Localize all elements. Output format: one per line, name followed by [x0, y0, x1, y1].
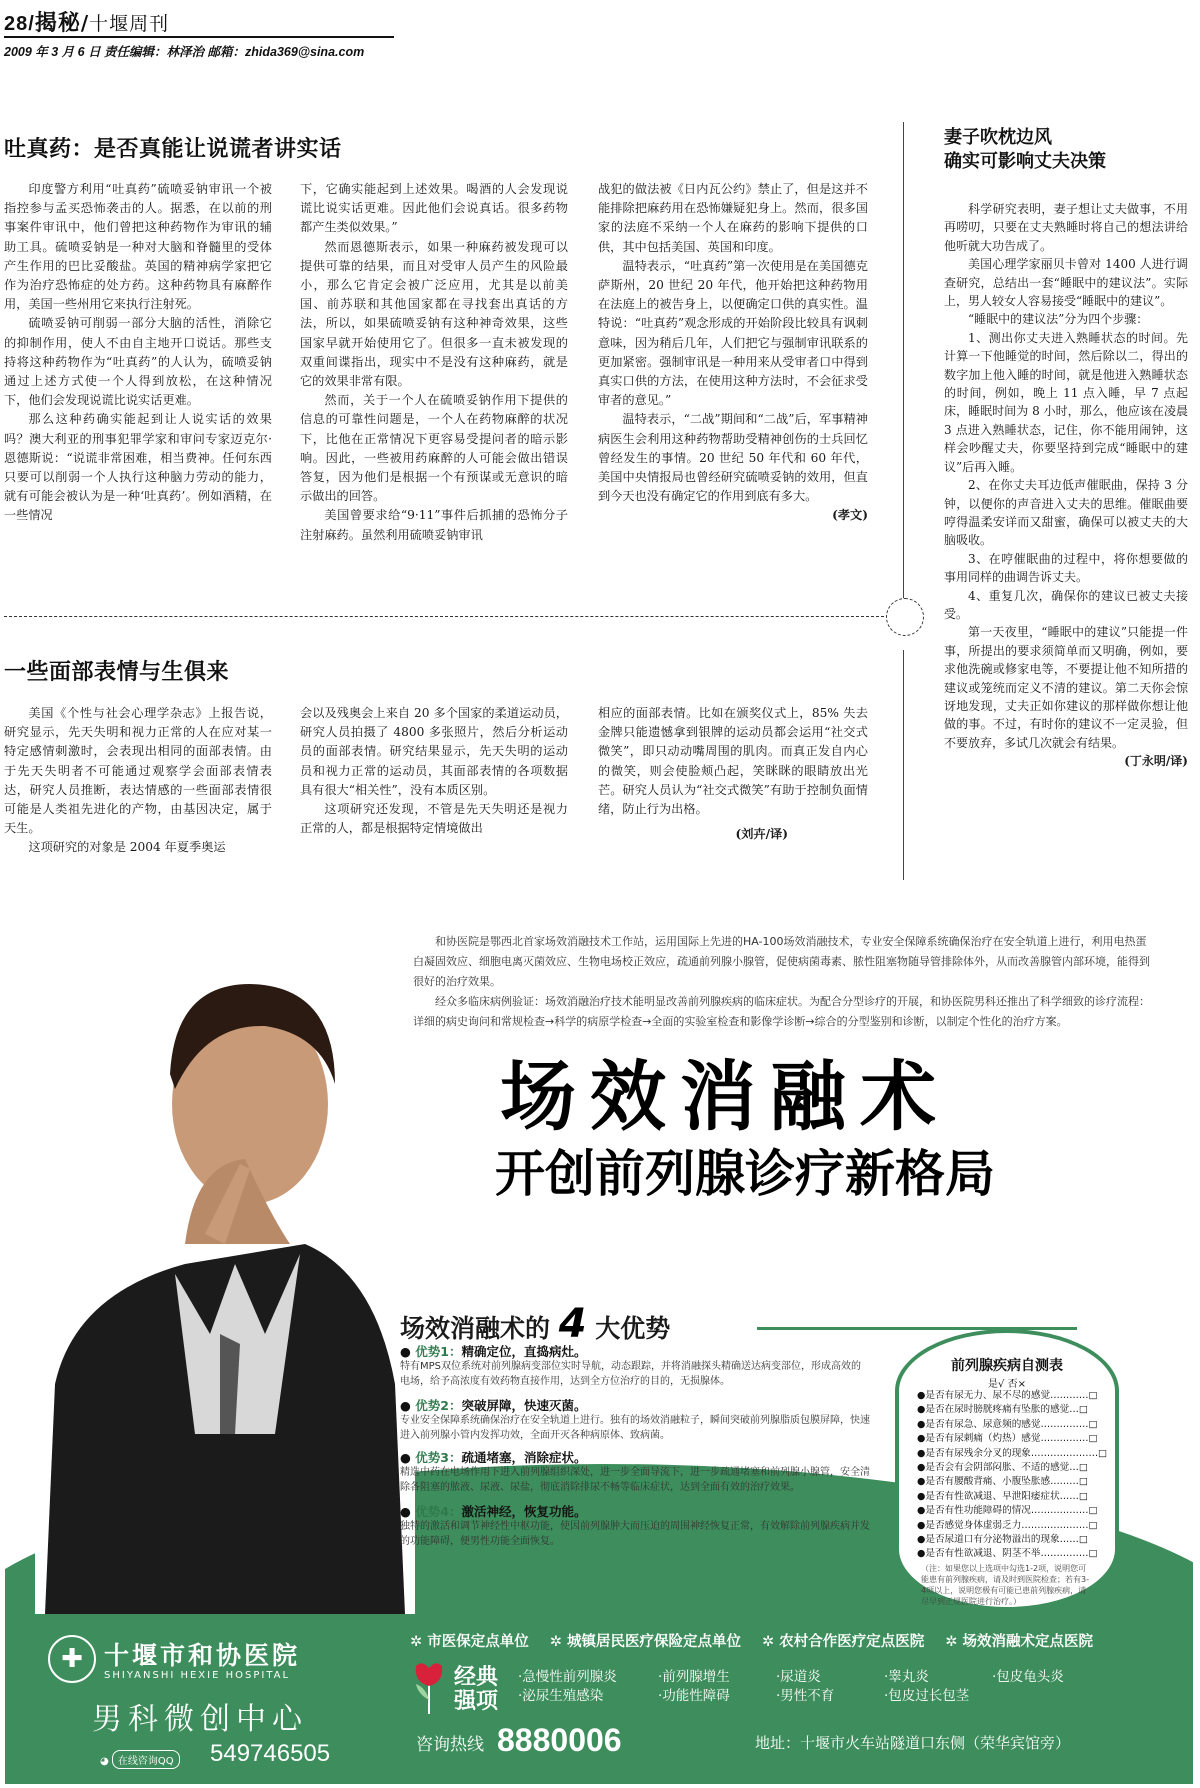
disease-item: ·尿道炎	[776, 1669, 821, 1685]
article1-title: 吐真药：是否真能让说谎者讲实话	[4, 136, 342, 162]
masthead-separator: /	[80, 11, 90, 35]
model-photo	[35, 914, 415, 1614]
hospital-name: 十堰市和协医院	[104, 1641, 301, 1670]
column-divider	[903, 650, 904, 880]
hospital-english-name: SHIYANSHI HEXIE HOSPITAL	[104, 1670, 291, 1681]
self-test-note: （注：如果您以上选项中勾选1-2项，说明您可能患有前列腺疾病，请及时到医院检查；若有3-4项以上，说明您极有可能已患前列腺疾病，请尽早到正规医院进行治疗。）	[921, 1564, 1089, 1606]
masthead	[4, 6, 169, 37]
advantage-body: 专业安全保障系统确保治疗在安全轨道上进行。独有的场效消融粒子，瞬间突破前列腺脂质包膜屏障，快速进入前列腺小管内发挥功效，全面开灭各种病原体、致病菌。	[400, 1415, 870, 1441]
column-name: 揭秘	[34, 11, 81, 36]
paragraph: 相应的面部表情。比如在颁奖仪式上，85% 失去金牌只能遗憾拿到银牌的运动员都会运用“社交式微笑”，即只动动嘴周围的肌肉。而真正发自内心的微笑，则会使脸颊凸起，笑眯眯的眼睛放出光芒。研究人员认为“社交式微笑”有助于控制负面情绪，防止行为出格。	[598, 706, 868, 817]
disease-item: ·泌尿生殖感染	[518, 1688, 604, 1704]
paragraph: 会以及残奥会上来自 20 多个国家的柔道运动员，研究人员拍摄了 4800 多张照片，然后分析运动员的面部表情。研究结果显示，先天失明的运动员和视力正常的运动员，其面部表情的各项数据具有很大“相关性”，没有本质区别。	[300, 706, 568, 797]
self-test-item: ●是否有性功能障碍的情况………………□	[917, 1505, 1098, 1517]
disease-item: ·包皮龟头炎	[992, 1669, 1064, 1685]
article3-title-line1: 妻子吹枕边风	[944, 127, 1052, 148]
disease-item: ·睾丸炎	[884, 1669, 929, 1685]
column-divider	[903, 122, 904, 607]
paragraph: 美国《个性与社会心理学杂志》上报告说，研究显示，先天失明和视力正常的人在应对某一特定感情刺激时，会表现出相同的面部表情。由于先天失明者不可能通过观察学会面部表情表达，研究人员推断，表达情感的一些面部表情很可能是人类祖先进化的产物，由基因决定，属于天生。	[4, 706, 272, 836]
advantage-item: ● 优势2：突破屏障，快速灭菌。 专业安全保障系统确保治疗在安全轨道上进行。独有的场效消融粒子，瞬间突破前列腺脂质包膜屏障，快速进入前列腺小管内发挥功效，全面开灭各种病原体、致病菌。	[400, 1398, 870, 1441]
disease-item: ·前列腺增生	[658, 1669, 730, 1685]
article1-col2	[300, 180, 568, 545]
self-test-item: ●是否有尿无力、尿不尽的感觉…………□	[917, 1390, 1098, 1401]
qq-contact	[100, 1750, 180, 1769]
advantages-heading-number: 4	[558, 1301, 587, 1347]
article1-col1	[4, 180, 272, 526]
paragraph: “睡眠中的建议法”分为四个步骤：	[968, 312, 1149, 327]
self-test-item: ●是否会有会阴部闷胀、不适的感觉…□	[917, 1462, 1088, 1474]
qq-label: 在线咨询QQ	[112, 1750, 180, 1769]
qq-penguin-icon: ◕	[100, 1756, 109, 1767]
advantage-item: ● 优势3：疏通堵塞，消除症状。 精选中药在电场作用下进入前列腺组织深处，进一步全面导流下，进一步疏通堵塞和前列腺小腺管，安全清除各阻塞的脓液、尿液、尿盐，彻底消除排尿不畅等临床症状，达到全面有效的治疗效果。	[400, 1450, 870, 1493]
hotline-label: 咨询热线	[416, 1735, 484, 1755]
advantages-heading-pre: 场效消融术的	[400, 1314, 551, 1343]
ad-headline: 场效消融术	[500, 1052, 950, 1141]
self-test-item: ●是否尿道口有分泌物溢出的现象……□	[917, 1534, 1088, 1546]
paragraph: 4、重复几次，确保你的建议已被丈夫接受。	[944, 588, 1188, 621]
article3-signature: (丁永明/译)	[1124, 754, 1188, 769]
article3-body	[944, 200, 1188, 771]
advantage-item: ● 优势4：激活神经，恢复功能。 独特的激活和调节神经性中枢功能，使因前列腺肿大而压迫的周围神经恢复正常，有效解除前列腺疾病并发的功能障碍，便男性功能全面恢复。	[400, 1504, 870, 1547]
advantage-index: 优势4：	[415, 1504, 462, 1519]
paragraph: 2、在你丈夫耳边低声催眠曲，保持 3 分钟，以便你的声音进入丈夫的思维。催眠曲要哼得温柔安详而又甜蜜，确保可以被丈夫的大脑吸收。	[944, 478, 1188, 548]
certification-item: 场效消融术定点医院	[962, 1634, 1093, 1650]
ad-subheadline: 开创前列腺诊疗新格局	[495, 1145, 995, 1203]
paragraph: 美国曾要求给“9·11”事件后抓捕的恐怖分子注射麻药。虽然利用硫喷妥钠审讯	[300, 508, 568, 542]
feature-label	[454, 1666, 498, 1714]
self-test-item: ●是否有性欲减退、阴茎不举……………□	[917, 1548, 1098, 1560]
advantage-title: 疏通堵塞，消除症状。	[461, 1450, 587, 1465]
disease-item: ·包皮过长包茎	[884, 1688, 970, 1704]
ad-intro-paragraph: 和协医院是鄂西北首家场效消融技术工作站，运用国际上先进的HA-100场效消融技术，专业安全保障系统确保治疗在安全轨道上进行，利用电热蛋白凝固效应、细胞电离灭菌效应、生物电场校正效应，疏通前列腺小腺管，促使病菌毒素、脓性阻塞物随导管排除体外，从而改善腺管内部环境，能得到很好的治疗效果。	[413, 935, 1150, 988]
self-test-panel	[895, 1329, 1119, 1611]
hotline-number: 8880006	[497, 1722, 622, 1758]
self-test-item: ●是否有性欲减退、早泄阳痿症状……□	[917, 1490, 1088, 1502]
paragraph: 硫喷妥钠可削弱一部分大脑的活性，消除它的抑制作用，使人不由自主地开口说话。那些支持将这种药物作为“吐真药”的人认为，硫喷妥钠通过上述方式使一个人得到放松，在这种情况下，他们会发现说谎比说实话更难。	[4, 316, 272, 408]
article2-col2	[300, 704, 568, 838]
paragraph: 温特表示，“二战”期间和“二战”后，军事精神病医生会利用这种药物帮助受精神创伤的士兵回忆曾经发生的事情。20 世纪 50 年代和 60 年代，美国中央情报局也曾经研究硫喷妥钠的效用，但直到今天也没有确定它的作用到底有多大。	[598, 412, 868, 504]
advantage-index: 优势3：	[415, 1450, 462, 1465]
self-test-list	[917, 1389, 1108, 1562]
article2-col1	[4, 704, 272, 858]
paragraph: 1、测出你丈夫进入熟睡状态的时间。先计算一下他睡觉的时间，然后除以二，得出的数字加上他入睡的时间，就是他进入熟睡状态的时间，例如，晚上 11 点入睡，早 7 点起床，睡眠时间为 8 小时，那么，他应该在凌晨 3 点进入熟睡状态，记住，你不能用闹钟，这样会吵醒丈夫，你要坚持到完成“睡眠中的建议”后再入睡。	[944, 330, 1188, 474]
self-test-item: ●是否有尿残余分叉的现象…………………□	[917, 1447, 1108, 1459]
paragraph: 战犯的做法被《日内瓦公约》禁止了，但是这并不能排除把麻药用在恐怖嫌疑犯身上。然而，很多国家的法庭不采纳一个人在麻药的影响下提供的口供，其中包括美国、英国和印度。	[598, 182, 868, 254]
feature-label-line1: 经典	[454, 1665, 499, 1690]
self-test-legend: 是√ 否×	[988, 1379, 1026, 1390]
paragraph: 这项研究还发现，不管是先天失明还是视力正常的人，都是根据特定情境做出	[300, 802, 568, 836]
article1-col3	[598, 180, 868, 526]
paragraph: 科学研究表明，妻子想让丈夫做事，不用再唠叨，只要在丈夫熟睡时将自己的想法讲给他听就大功告成了。	[944, 202, 1188, 253]
advantage-title: 精确定位，直捣病灶。	[461, 1344, 587, 1359]
article2-col3	[598, 704, 868, 844]
paragraph: 那么这种药确实能起到让人说实话的效果吗？澳大利亚的刑事犯罪学家和审问专家迈克尔·恩德斯说：“说谎非常困难，相当费神。任何东西只要可以削弱一个人执行这种脑力劳动的能力，就有可能会被认为是一种‘吐真药’。例如酒精，在一些情况	[4, 412, 272, 523]
hospital-cross-icon: ✚	[48, 1635, 96, 1683]
certifications: ✲ 市医保定点单位 ✲ 城镇居民医疗保险定点单位 ✲ 农村合作医疗定点医院 ✲ 场效消融术定点医院	[410, 1634, 1093, 1650]
paragraph: 第一天夜里，“睡眠中的建议”只能提一件事，所提出的要求须简单而又明确，例如，要求他洗碗或修家电等，不要提让他不知所措的建议或笼统而定义不清的建议。第二天你会惊讶地发现，丈夫正如你建议的那样做你想让他做的事。不过，有时你的建议不一定灵验，但不要放弃，多试几次就会有结果。	[944, 625, 1188, 750]
paragraph: 3、在哼催眠曲的过程中，将你想要做的事用同样的曲调告诉丈夫。	[944, 551, 1188, 585]
masthead-rule	[4, 36, 394, 38]
date-line: 2009 年 3 月 6 日 责任编辑：林泽治 邮箱：zhida369@sina.com	[4, 45, 365, 59]
advantage-body: 精选中药在电场作用下进入前列腺组织深处，进一步全面导流下，进一步疏通堵塞和前列腺小腺管，安全清除各阻塞的脓液、尿液、尿盐，彻底消除排尿不畅等临床症状，达到全面有效的治疗效果。	[400, 1467, 870, 1493]
certification-item: 农村合作医疗定点医院	[779, 1634, 925, 1650]
self-test-title: 前列腺疾病自测表	[951, 1358, 1063, 1374]
advantage-index: 优势1：	[415, 1344, 462, 1359]
paragraph: 美国心理学家丽贝卡曾对 1400 人进行调查研究，总结出一套“睡眠中的建议法”。实际上，男人较女人容易接受“睡眠中的建议”。	[944, 257, 1188, 309]
advantage-title: 突破屏障，快速灭菌。	[461, 1398, 587, 1413]
paragraph: 然而，关于一个人在硫喷妥钠作用下提供的信息的可靠性问题是，一个人在药物麻醉的状况下，比他在正常情况下更容易受提问者的暗示影响。因此，一些被用药麻醉的人可能会做出错误答复，因为他们是根据一个有预谋或无意识的暗示做出的回答。	[300, 393, 568, 504]
self-test-item: ●是否感觉身体虚弱乏力…………………□	[917, 1519, 1098, 1531]
advantage-title: 激活神经，恢复功能。	[461, 1504, 587, 1519]
self-test-item: ●是否在尿时膀胱疼痛有坠胀的感觉…□	[917, 1404, 1088, 1416]
paper-name: 十堰周刊	[89, 13, 170, 35]
red-tulip-icon	[412, 1660, 446, 1714]
advantage-body: 独特的激活和调节神经性中枢功能，使因前列腺肿大而压迫的周围神经恢复正常，有效解除前列腺疾病并发的功能障碍，便男性功能全面恢复。	[400, 1521, 870, 1547]
article2-title: 一些面部表情与生俱来	[4, 659, 230, 685]
advantages-heading-post: 大优势	[595, 1314, 671, 1343]
paragraph: 印度警方利用“吐真药”硫喷妥钠审讯一个被指控参与孟买恐怖袭击的人。据悉，在以前的刑事案件审讯中，他们曾把这种药物作为审讯的辅助工具。硫喷妥钠是一种对大脑和脊髓里的受体产生作用的巴比妥酸盐。英国的精神病学家把它作为治疗恐怖症的处方药。这种药物具有麻醉作用，美国一些州用它来执行注射死。	[4, 182, 272, 312]
article1-signature: (孝文)	[832, 508, 868, 523]
disease-item: ·功能性障碍	[658, 1688, 730, 1704]
department-name: 男科微创中心	[92, 1702, 308, 1737]
paragraph: 这项研究的对象是 2004 年夏季奥运	[28, 840, 226, 855]
divider-circle	[886, 598, 924, 636]
self-test-item: ●是否有尿刺痛（灼热）感觉……………□	[917, 1433, 1098, 1445]
article3-title	[944, 126, 1106, 174]
advantage-item: ● 优势1：精确定位，直捣病灶。 特有MPS双位系统对前列腺病变部位实时导航，动态跟踪，并将消融探头精确送达病变部位，形成高效的电场，给予高浓度有效药物直接作用，达到全方位治疗的目的，无损腺体。	[400, 1344, 870, 1389]
paragraph: 然而恩德斯表示，如果一种麻药被发现可以提供可靠的结果，而且对受审人员产生的风险最小，那么它肯定会被广泛应用，尤其是以前美国、前苏联和其他国家都在寻找套出真话的方法，所以，如果硫喷妥钠有这种神奇效果，这些国家早就开始使用它了。但很多一直未被发现的双重间谍指出，现实中不是没有这种麻药，就是它的效果非常有限。	[300, 239, 568, 389]
certification-item: 市医保定点单位	[427, 1634, 529, 1650]
paragraph: 温特表示，“吐真药”第一次使用是在美国德克萨斯州，20 世纪 20 年代，他开始把这种药物用在法庭上的被告身上，以便确定口供的真实性。温特说：“吐真药”观念形成的开始阶段比较具有讽刺意味，因为稍后几年，人们把它与强制审讯联系的更加紧密。强制审讯是一种用来从受审者口中得到真实口供的方法，在使用这种方法时，不会征求受审者的意见。”	[598, 258, 868, 408]
ad-intro-paragraph: 经众多临床病例验证：场效消融治疗技术能明显改善前列腺疾病的临床症状。为配合分型诊疗的开展，和协医院男科还推出了科学细致的诊疗流程：详细的病史询问和常规检查→科学的病原学检查→全面的实验室检查和影像学诊断→综合的分型鉴别和诊断，以制定个性化的治疗方案。	[413, 995, 1150, 1028]
article2-signature: (刘卉/译)	[735, 827, 788, 842]
disease-item: ·急慢性前列腺炎	[518, 1669, 617, 1685]
qq-number: 549746505	[210, 1740, 331, 1767]
advantage-index: 优势2：	[415, 1398, 462, 1413]
advantage-body: 特有MPS双位系统对前列腺病变部位实时导航，动态跟踪，并将消融探头精确送达病变部位，形成高效的电场，给予高浓度有效药物直接作用，达到全方位治疗的目的，无损腺体。	[400, 1361, 862, 1387]
certification-item: 城镇居民医疗保险定点单位	[566, 1634, 741, 1650]
advantages-heading	[400, 1301, 670, 1347]
paragraph: 下，它确实能起到上述效果。喝酒的人会发现说谎比说实话更难。因此他们会说真话。很多药物都产生类似效果。”	[300, 182, 568, 235]
page-number: 28/	[4, 13, 35, 35]
hospital-address: 地址：十堰市火车站隧道口东侧（荣华宾馆旁）	[755, 1734, 1071, 1752]
ad-intro	[413, 932, 1153, 1032]
section-divider	[4, 616, 884, 617]
self-test-item: ●是否有尿急、尿意频的感觉……………□	[917, 1418, 1098, 1430]
self-test-item: ●是否有腰酸背痛、小腹坠胀感………□	[917, 1476, 1088, 1488]
feature-label-line2: 强项	[454, 1689, 499, 1714]
article3-title-line2: 确实可影响丈夫决策	[944, 151, 1106, 172]
disease-item: ·男性不育	[776, 1688, 835, 1704]
disease-list	[518, 1668, 1118, 1706]
